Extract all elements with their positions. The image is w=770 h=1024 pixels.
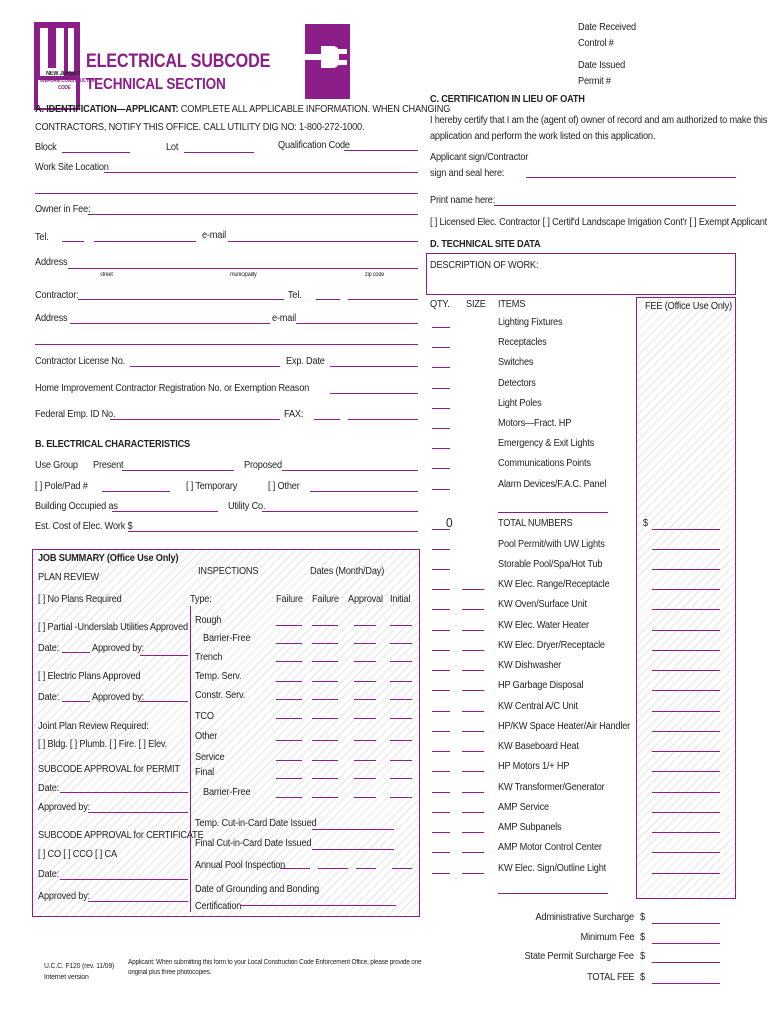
qty-field[interactable] (432, 792, 450, 793)
item-label: AMP Subpanels (498, 822, 562, 833)
size-field[interactable] (462, 792, 484, 793)
pole-checkbox[interactable]: [ ] Pole/Pad # (35, 481, 88, 492)
contractor-address-line2[interactable] (35, 344, 418, 345)
qty-header: QTY. (430, 299, 450, 310)
tel-field[interactable] (94, 241, 196, 242)
item-label: Receptacles (498, 337, 547, 348)
pool-field-3[interactable] (356, 868, 376, 869)
pool-field-1[interactable] (280, 868, 310, 869)
insp-barrier-free-2: Barrier-Free (203, 787, 251, 798)
qty-field[interactable] (432, 630, 450, 631)
fee-amount-field[interactable] (652, 983, 720, 984)
item-label: Alarm Devices/F.A.C. Panel (498, 479, 607, 490)
fee-dollar: $ (640, 912, 645, 923)
municipality-caption: municipality (230, 272, 257, 278)
insp-date-field-9-1[interactable] (312, 797, 338, 798)
qty-field[interactable] (432, 690, 450, 691)
fax-label: FAX: (284, 409, 304, 420)
present-label: Present (93, 460, 124, 471)
item-label: Emergency & Exit Lights (498, 438, 594, 449)
item-label: AMP Motor Control Center (498, 842, 602, 853)
proposed-field[interactable] (282, 470, 418, 471)
size-field[interactable] (462, 832, 484, 833)
pole-field[interactable] (102, 491, 170, 492)
fee-field[interactable] (652, 771, 720, 772)
licensed-options[interactable]: [ ] Licensed Elec. Contractor [ ] Certif'd Landscape Irrigation Cont'r [ ] Exempt Applicant (430, 217, 768, 228)
size-field[interactable] (462, 589, 484, 590)
fee-field[interactable] (652, 751, 720, 752)
insp-date-field-7-0[interactable] (276, 760, 302, 761)
electric-date-field[interactable] (62, 701, 90, 702)
size-field[interactable] (462, 690, 484, 691)
insp-date-field-8-1[interactable] (312, 778, 338, 779)
fee-field[interactable] (652, 812, 720, 813)
cert-options[interactable]: [ ] CO [ ] CCO [ ] CA (38, 849, 117, 860)
fee-amount-field[interactable] (652, 923, 720, 924)
qty-field[interactable] (432, 609, 450, 610)
qty-field[interactable] (432, 408, 450, 409)
lot-field[interactable] (184, 152, 254, 153)
size-field[interactable] (462, 731, 484, 732)
qty-field[interactable] (432, 873, 450, 874)
fee-field[interactable] (652, 589, 720, 590)
permit-approved-label: Approved by: (38, 802, 91, 813)
insp-date-field-9-3[interactable] (390, 797, 412, 798)
qty-field[interactable] (432, 489, 450, 490)
electric-date-label: Date: (38, 692, 60, 703)
address-field[interactable] (68, 268, 418, 269)
form-number: U.C.C. F120 (rev. 11/09) (44, 961, 115, 970)
qty-field[interactable] (432, 347, 450, 348)
fedid-label: Federal Emp. ID No. (35, 409, 116, 420)
ucc-logo-icon (34, 22, 80, 110)
grounding-label: Date of Grounding and Bonding (195, 884, 320, 895)
insp-date-field-4-3[interactable] (390, 699, 412, 700)
section-a-heading-line2: CONTRACTORS, NOTIFY THIS OFFICE. CALL UTILITY DIG NO: 1-800-272-1000. (35, 122, 365, 133)
fee-field[interactable] (652, 832, 720, 833)
insp-date-field-4-0[interactable] (276, 699, 302, 700)
insp-date-field-2-2[interactable] (354, 661, 376, 662)
size-field[interactable] (462, 670, 484, 671)
items-divider-line (498, 512, 608, 513)
total-numbers-label: TOTAL NUMBERS (498, 518, 573, 529)
form-title: ELECTRICAL SUBCODE (86, 51, 271, 72)
cost-label: Est. Cost of Elec. Work $ (35, 521, 133, 532)
size-field[interactable] (462, 609, 484, 610)
insp-date-field-7-2[interactable] (354, 760, 376, 761)
joint-review-label: Joint Plan Review Required: (38, 721, 149, 732)
insp-date-field-2-3[interactable] (390, 661, 412, 662)
qualification-label: Qualification Code (278, 140, 350, 151)
insp-date-field-6-0[interactable] (276, 740, 302, 741)
control-number: Control # (578, 38, 614, 49)
size-field[interactable] (462, 751, 484, 752)
tel-area-field[interactable] (62, 241, 84, 242)
qty-field[interactable] (432, 670, 450, 671)
worksite-label: Work Site Location (35, 162, 109, 173)
qty-field[interactable] (432, 468, 450, 469)
address-label: Address (35, 257, 68, 268)
items-end-line (498, 893, 608, 894)
insp-date-field-2-0[interactable] (276, 661, 302, 662)
no-plans-checkbox[interactable]: [ ] No Plans Required (38, 594, 122, 605)
fee-field[interactable] (652, 731, 720, 732)
temp-cut-in-label: Temp. Cut-in-Card Date Issued (195, 818, 317, 829)
contractor-address-field[interactable] (70, 323, 270, 324)
size-field[interactable] (462, 771, 484, 772)
contractor-email-field[interactable] (296, 323, 418, 324)
fee-dollar: $ (640, 972, 645, 983)
qty-field[interactable] (432, 711, 450, 712)
size-field[interactable] (462, 852, 484, 853)
electric-approved-label: Approved by: (92, 692, 145, 703)
qty-field[interactable] (432, 388, 450, 389)
col-initial: Initial (390, 594, 411, 605)
item-label: Switches (498, 357, 534, 368)
item-label: Communications Points (498, 458, 591, 469)
joint-review-options[interactable]: [ ] Bldg. [ ] Plumb. [ ] Fire. [ ] Elev. (38, 739, 167, 750)
item-label: Light Poles (498, 398, 542, 409)
insp-temp-serv: Temp. Serv. (195, 671, 242, 682)
size-field[interactable] (462, 650, 484, 651)
insp-date-field-7-1[interactable] (312, 760, 338, 761)
item-label: KW Elec. Range/Receptacle (498, 579, 610, 590)
logo-sub1: UNIFORM CONSTRUCTION (40, 78, 97, 84)
insp-date-field-0-3[interactable] (390, 625, 412, 626)
permit-number: Permit # (578, 76, 611, 87)
street-caption: street (100, 272, 113, 278)
fee-field[interactable] (652, 792, 720, 793)
expdate-label: Exp. Date (286, 356, 325, 367)
insp-date-field-3-0[interactable] (276, 681, 302, 682)
item-label: AMP Service (498, 802, 549, 813)
email-label: e-mail (202, 230, 226, 241)
item-label: KW Oven/Surface Unit (498, 599, 587, 610)
item-label: HP Motors 1/+ HP (498, 761, 570, 772)
item-label: KW Transformer/Generator (498, 782, 605, 793)
insp-service: Service (195, 752, 225, 763)
fee-field[interactable] (652, 670, 720, 671)
qty-field[interactable] (432, 367, 450, 368)
size-field[interactable] (462, 630, 484, 631)
item-label: HP Garbage Disposal (498, 680, 584, 691)
hic-label: Home Improvement Contractor Registration No. or Exemption Reason (35, 383, 310, 394)
qty-field[interactable] (432, 650, 450, 651)
qty-field[interactable] (432, 569, 450, 570)
col-approval: Approval (348, 594, 383, 605)
subcode-permit-label: SUBCODE APPROVAL for PERMIT (38, 764, 180, 775)
insp-date-field-9-0[interactable] (276, 797, 302, 798)
signature-field[interactable] (526, 177, 736, 178)
electric-plans-checkbox[interactable]: [ ] Electric Plans Approved (38, 671, 141, 682)
qty-field[interactable] (432, 448, 450, 449)
fee-dollar: $ (640, 951, 645, 962)
fee-field[interactable] (652, 650, 720, 651)
qty-field[interactable] (432, 832, 450, 833)
insp-date-field-1-0[interactable] (276, 643, 302, 644)
utility-field[interactable] (262, 511, 418, 512)
footer-note-2: original plus three photocopies. (128, 969, 212, 976)
fee-header: FEE (Office Use Only) (645, 301, 732, 312)
pool-inspection-label: Annual Pool Inspection (195, 860, 286, 871)
qty-field[interactable] (432, 852, 450, 853)
item-label: Lighting Fixtures (498, 317, 563, 328)
lot-label: Lot (166, 142, 179, 153)
permit-date-label: Date: (38, 783, 60, 794)
total-fee-field[interactable] (652, 529, 720, 530)
form-version: Internet version (44, 972, 89, 981)
insp-date-field-4-2[interactable] (354, 699, 376, 700)
form-subtitle: TECHNICAL SECTION (86, 76, 226, 93)
item-label: KW Elec. Dryer/Receptacle (498, 640, 605, 651)
insp-date-field-0-2[interactable] (354, 625, 376, 626)
partial-date-label: Date: (38, 643, 60, 654)
usegroup-label: Use Group (35, 460, 78, 471)
plug-icon (305, 24, 350, 99)
partial-approved-field[interactable] (140, 655, 188, 656)
print-name-field[interactable] (494, 205, 736, 206)
insp-date-field-3-2[interactable] (354, 681, 376, 682)
fee-field[interactable] (652, 549, 720, 550)
pool-field-4[interactable] (392, 868, 412, 869)
insp-trench: Trench (195, 652, 223, 663)
cert-text-2: application and perform the work listed on this application. (430, 131, 656, 142)
size-field[interactable] (462, 812, 484, 813)
date-received: Date Received (578, 22, 636, 33)
cert-approved-field[interactable] (88, 901, 188, 902)
size-field[interactable] (462, 873, 484, 874)
insp-date-field-8-3[interactable] (390, 778, 412, 779)
qualification-field[interactable] (344, 150, 418, 151)
zip-caption: zip code (365, 272, 385, 278)
logo-state: NEW JERSEY (46, 71, 81, 77)
footer-note-1: Applicant: When submitting this form to your Local Construction Code Enforcement Office, please provide one (128, 959, 422, 966)
qty-field[interactable] (432, 428, 450, 429)
tel-label: Tel. (35, 232, 49, 243)
size-header: SIZE (466, 299, 486, 310)
fee-amount-field[interactable] (652, 962, 720, 963)
worksite-field[interactable] (104, 172, 418, 173)
owner-field[interactable] (88, 214, 418, 215)
insp-date-field-6-2[interactable] (354, 740, 376, 741)
print-name-label: Print name here: (430, 195, 496, 206)
building-field[interactable] (112, 511, 218, 512)
logo-sub2: CODE (58, 85, 71, 91)
fee-field[interactable] (652, 852, 720, 853)
insp-date-field-8-2[interactable] (354, 778, 376, 779)
total-qty-field[interactable] (432, 529, 450, 530)
fee-field[interactable] (652, 711, 720, 712)
fedid-field[interactable] (110, 419, 280, 420)
item-label: KW Elec. Sign/Outline Light (498, 863, 607, 874)
temp-cut-in-field[interactable] (312, 829, 394, 830)
cert-date-field[interactable] (60, 879, 188, 880)
insp-date-field-5-0[interactable] (276, 718, 302, 719)
fax-area[interactable] (314, 419, 340, 420)
ucc-logo (34, 22, 80, 110)
other-checkbox[interactable]: [ ] Other (268, 481, 300, 492)
insp-other: Other (195, 731, 218, 742)
insp-date-field-6-3[interactable] (390, 740, 412, 741)
insp-final: Final (195, 767, 215, 778)
insp-barrier-free: Barrier-Free (203, 633, 251, 644)
item-label: KW Central A/C Unit (498, 701, 578, 712)
partial-approved-label: Approved by: (92, 643, 145, 654)
permit-date-field[interactable] (60, 792, 188, 793)
fee-field[interactable] (652, 690, 720, 691)
plan-review-label: PLAN REVIEW (38, 572, 99, 583)
cert-date-label: Date: (38, 869, 60, 880)
cost-field[interactable] (128, 531, 418, 532)
total-dollar: $ (643, 518, 648, 529)
insp-date-field-5-3[interactable] (390, 718, 412, 719)
section-c-heading: C. CERTIFICATION IN LIEU OF OATH (430, 94, 585, 105)
dates-label: Dates (Month/Day) (310, 566, 385, 577)
sign-label-1: Applicant sign/Contractor (430, 152, 529, 163)
insp-date-field-8-0[interactable] (276, 778, 302, 779)
cert-text-1: I hereby certify that I am the (agent of) owner of record and am authorized to make this (430, 115, 768, 126)
col-failure-2: Failure (312, 594, 339, 605)
insp-rough: Rough (195, 615, 222, 626)
insp-date-field-4-1[interactable] (312, 699, 338, 700)
qty-field[interactable] (432, 327, 450, 328)
grounding-label-2: Certification (195, 901, 242, 912)
email-field[interactable] (228, 241, 418, 242)
inspections-label: INSPECTIONS (198, 566, 259, 577)
fee-label: TOTAL FEE (586, 972, 634, 983)
pool-field-2[interactable] (318, 868, 348, 869)
utility-label: Utility Co. (228, 501, 266, 512)
total-zero: 0 (446, 515, 453, 530)
fee-field[interactable] (652, 630, 720, 631)
fee-field[interactable] (652, 609, 720, 610)
hic-field[interactable] (330, 393, 418, 394)
insp-date-field-3-3[interactable] (390, 681, 412, 682)
insp-date-field-2-1[interactable] (312, 661, 338, 662)
insp-date-field-5-2[interactable] (354, 718, 376, 719)
section-d-heading: D. TECHNICAL SITE DATA (430, 239, 541, 250)
fee-label: State Permit Surcharge Fee (524, 951, 634, 962)
qty-field[interactable] (432, 812, 450, 813)
insp-date-field-7-3[interactable] (390, 760, 412, 761)
col-failure-1: Failure (276, 594, 303, 605)
qty-field[interactable] (432, 771, 450, 772)
other-field[interactable] (310, 491, 418, 492)
cert-approved-label: Approved by: (38, 891, 91, 902)
partial-date-field[interactable] (62, 652, 90, 653)
item-label: Storable Pool/Spa/Hot Tub (498, 559, 603, 570)
contractor-tel-label: Tel. (288, 290, 302, 301)
contractor-tel-field[interactable] (348, 299, 418, 300)
fax-field[interactable] (348, 419, 418, 420)
contractor-tel-area[interactable] (316, 299, 340, 300)
electrical-plug-logo (305, 24, 350, 99)
contractor-field[interactable] (78, 299, 284, 300)
qty-field[interactable] (432, 589, 450, 590)
fee-column (636, 297, 736, 899)
insp-date-field-5-1[interactable] (312, 718, 338, 719)
items-header: ITEMS (498, 299, 526, 310)
electric-approved-field[interactable] (140, 701, 188, 702)
insp-constr-serv: Constr. Serv. (195, 690, 246, 701)
final-cut-in-field[interactable] (312, 849, 394, 850)
section-b-heading: B. ELECTRICAL CHARACTERISTICS (35, 439, 190, 450)
fee-label: Minimum Fee (580, 932, 634, 943)
contractor-email-label: e-mail (272, 313, 296, 324)
job-divider (190, 606, 191, 912)
worksite-field-2[interactable] (35, 193, 418, 194)
partial-checkbox[interactable]: [ ] Partial -Underslab Utilities Approved (38, 622, 188, 633)
qty-field[interactable] (432, 731, 450, 732)
grounding-field[interactable] (240, 905, 396, 906)
item-label: HP/KW Space Heater/Air Handler (498, 721, 631, 732)
license-label: Contractor License No. (35, 356, 126, 367)
insp-date-field-1-1[interactable] (312, 643, 338, 644)
size-field[interactable] (462, 711, 484, 712)
item-label: Motors—Fract. HP (498, 418, 572, 429)
fee-dollar: $ (640, 932, 645, 943)
present-field[interactable] (122, 470, 234, 471)
block-label: Block (35, 142, 57, 153)
qty-field[interactable] (432, 549, 450, 550)
fee-field[interactable] (652, 873, 720, 874)
proposed-label: Proposed (244, 460, 282, 471)
fee-field[interactable] (652, 569, 720, 570)
job-summary-heading: JOB SUMMARY (Office Use Only) (38, 553, 179, 564)
fee-label: Administrative Surcharge (535, 912, 634, 923)
license-field[interactable] (130, 366, 280, 367)
insp-tco: TCO (195, 711, 214, 722)
permit-approved-field[interactable] (88, 812, 188, 813)
qty-field[interactable] (432, 751, 450, 752)
insp-date-field-0-1[interactable] (312, 625, 338, 626)
item-label: KW Dishwasher (498, 660, 562, 671)
type-label: Type: (190, 594, 212, 605)
insp-date-field-3-1[interactable] (312, 681, 338, 682)
final-cut-in-label: Final Cut-in-Card Date Issued (195, 838, 312, 849)
section-a-heading: A. IDENTIFICATION—APPLICANT: COMPLETE ALL APPLICABLE INFORMATION. WHEN CHANGING (35, 104, 451, 115)
item-label: KW Baseboard Heat (498, 741, 579, 752)
contractor-address-label: Address (35, 313, 68, 324)
item-label: KW Elec. Water Heater (498, 620, 589, 631)
item-label: Pool Permit/with UW Lights (498, 539, 605, 550)
description-label: DESCRIPTION OF WORK: (430, 260, 539, 271)
insp-date-field-6-1[interactable] (312, 740, 338, 741)
block-field[interactable] (62, 152, 130, 153)
expdate-field[interactable] (330, 366, 418, 367)
insp-date-field-9-2[interactable] (354, 797, 376, 798)
fee-amount-field[interactable] (652, 943, 720, 944)
insp-date-field-1-2[interactable] (354, 643, 376, 644)
insp-date-field-0-0[interactable] (276, 625, 302, 626)
insp-date-field-1-3[interactable] (390, 643, 412, 644)
building-label: Building Occupied as (35, 501, 118, 512)
subcode-cert-label: SUBCODE APPROVAL for CERTIFICATE (38, 830, 204, 841)
owner-label: Owner in Fee: (35, 204, 91, 215)
temporary-checkbox[interactable]: [ ] Temporary (186, 481, 238, 492)
date-issued: Date Issued (578, 60, 626, 71)
item-label: Detectors (498, 378, 536, 389)
contractor-label: Contractor: (35, 290, 79, 301)
sign-label-2: sign and seal here: (430, 168, 505, 179)
